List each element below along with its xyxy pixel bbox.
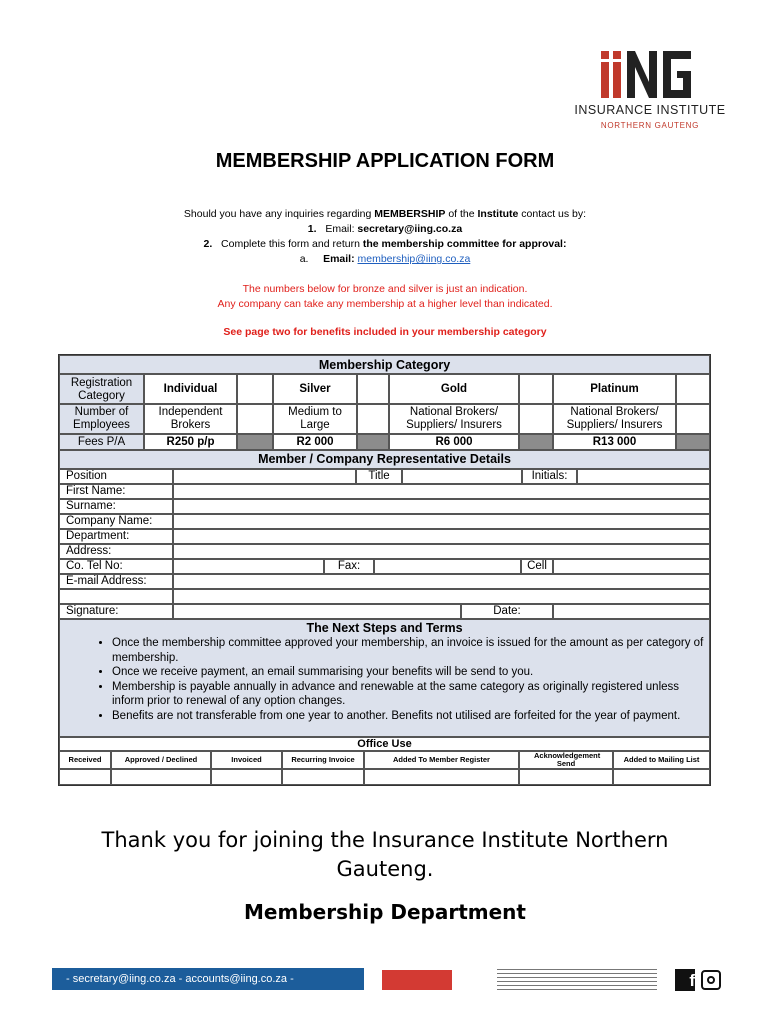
- office-input-recurring[interactable]: [282, 769, 364, 785]
- department-input[interactable]: [173, 529, 710, 544]
- label-surname: Surname:: [59, 499, 173, 514]
- intro-line-2: 1. Email: secretary@iing.co.za: [307, 223, 463, 235]
- terms-item: • Benefits are not transferable from one year to another. Benefits not utilised are forfeited for the year of payment.: [112, 709, 709, 724]
- logo-name: INSURANCE INSTITUTE: [574, 103, 726, 117]
- fee-silver: R2 000: [273, 434, 357, 450]
- office-col-received: Received: [59, 751, 111, 769]
- office-col-mailing: Added to Mailing List: [613, 751, 710, 769]
- office-input-approved[interactable]: [111, 769, 211, 785]
- label-department: Department:: [59, 529, 173, 544]
- employees-silver: Medium to Large: [273, 404, 357, 434]
- surname-input[interactable]: [173, 499, 710, 514]
- office-col-invoiced: Invoiced: [211, 751, 282, 769]
- cat-silver: Silver: [273, 374, 357, 404]
- blank-cell: [357, 404, 389, 434]
- institute-logo: [565, 48, 735, 138]
- terms-list: [60, 636, 709, 723]
- office-col-acknowledgement: Acknowledgement Send: [519, 751, 613, 769]
- thank-you-message: [0, 826, 770, 884]
- membership-form: [58, 354, 711, 786]
- intro-line-4: a. Email: membership@iing.co.za: [299, 253, 471, 265]
- terms-header: The Next Steps and Terms: [306, 621, 463, 635]
- cell-input[interactable]: [553, 559, 710, 574]
- initials-input[interactable]: [577, 469, 710, 484]
- category-header: Membership Category: [59, 355, 710, 374]
- checkbox-platinum[interactable]: [676, 374, 710, 404]
- label-date: Date:: [461, 604, 553, 619]
- cat-platinum: Platinum: [553, 374, 676, 404]
- intro-line-1: Should you have any inquiries regarding MEMBERSHIP of the Institute contact us by:: [183, 208, 587, 220]
- address-input[interactable]: [173, 544, 710, 559]
- company-input[interactable]: [173, 514, 710, 529]
- shaded-cell: [237, 434, 273, 450]
- label-fax: Fax:: [324, 559, 374, 574]
- note-line-2: Any company can take any membership at a higher level than indicated.: [217, 298, 553, 310]
- email-input[interactable]: [173, 574, 710, 589]
- indication-note: [0, 282, 770, 312]
- shaded-cell: [357, 434, 389, 450]
- shaded-cell: [519, 434, 553, 450]
- office-input-acknowledgement[interactable]: [519, 769, 613, 785]
- office-col-recurring: Recurring Invoice: [282, 751, 364, 769]
- row-label-registration: Registration Category: [59, 374, 144, 404]
- email-input-extra[interactable]: [173, 589, 710, 604]
- label-initials: Initials:: [522, 469, 577, 484]
- signature-input[interactable]: [173, 604, 461, 619]
- title-input[interactable]: [402, 469, 522, 484]
- employees-platinum: National Brokers/ Suppliers/ Insurers: [553, 404, 676, 434]
- tel-input[interactable]: [173, 559, 324, 574]
- fax-input[interactable]: [374, 559, 521, 574]
- label-signature: Signature:: [59, 604, 173, 619]
- office-col-approved: Approved / Declined: [111, 751, 211, 769]
- employees-gold: National Brokers/ Suppliers/ Insurers: [389, 404, 519, 434]
- office-input-register[interactable]: [364, 769, 519, 785]
- label-title: Title: [356, 469, 402, 484]
- cat-individual: Individual: [144, 374, 237, 404]
- row-label-employees: Number of Employees: [59, 404, 144, 434]
- checkbox-gold[interactable]: [519, 374, 553, 404]
- terms-item: • Membership is payable annually in advance and renewable at the same category as originally registered unless inform prior to renewal of any option changes.: [112, 680, 709, 709]
- note-line-1: The numbers below for bronze and silver is just an indication.: [242, 283, 528, 295]
- iing-logo-mark-icon: [601, 48, 693, 98]
- rep-details-header: Member / Company Representative Details: [59, 450, 710, 469]
- blank-cell: [519, 404, 553, 434]
- employees-individual: Independent Brokers: [144, 404, 237, 434]
- row-label-fees: Fees P/A: [59, 434, 144, 450]
- footer-contacts: - secretary@iing.co.za - accounts@iing.co.za -: [52, 968, 364, 990]
- fee-individual: R250 p/p: [144, 434, 237, 450]
- membership-email-link[interactable]: membership@iing.co.za: [357, 253, 471, 265]
- office-use-header: Office Use: [59, 737, 710, 751]
- intro-line-3: 2. Complete this form and return the membership committee for approval:: [203, 238, 567, 250]
- fee-gold: R6 000: [389, 434, 519, 450]
- label-position: Position: [59, 469, 173, 484]
- blank-cell: [237, 404, 273, 434]
- shaded-cell: [676, 434, 710, 450]
- terms-item: • Once we receive payment, an email summarising your benefits will be send to you.: [112, 665, 709, 680]
- benefits-note: See page two for benefits included in your membership category: [223, 326, 547, 338]
- date-input[interactable]: [553, 604, 710, 619]
- office-input-mailing[interactable]: [613, 769, 710, 785]
- office-input-invoiced[interactable]: [211, 769, 282, 785]
- logo-subtitle: NORTHERN GAUTENG: [600, 121, 700, 130]
- blank-cell: [676, 404, 710, 434]
- blank-cell: [59, 589, 173, 604]
- department-signoff: Membership Department: [244, 900, 526, 924]
- label-tel: Co. Tel No:: [59, 559, 173, 574]
- label-company: Company Name:: [59, 514, 173, 529]
- first-name-input[interactable]: [173, 484, 710, 499]
- label-address: Address:: [59, 544, 173, 559]
- page-title: MEMBERSHIP APPLICATION FORM: [215, 150, 555, 172]
- label-cell: Cell: [521, 559, 553, 574]
- cat-gold: Gold: [389, 374, 519, 404]
- office-input-received[interactable]: [59, 769, 111, 785]
- checkbox-individual[interactable]: [237, 374, 273, 404]
- facebook-icon[interactable]: f: [675, 969, 695, 991]
- footer-red-bar: [382, 970, 452, 990]
- office-col-register: Added To Member Register: [364, 751, 519, 769]
- fee-platinum: R13 000: [553, 434, 676, 450]
- thank-you-text: Thank you for joining the Insurance Institute Northern Gauteng.: [101, 828, 669, 881]
- label-email: E-mail Address:: [59, 574, 173, 589]
- intro-text: [0, 207, 770, 267]
- terms-section: [59, 619, 710, 737]
- checkbox-silver[interactable]: [357, 374, 389, 404]
- instagram-icon[interactable]: [701, 970, 721, 990]
- position-input[interactable]: [173, 469, 356, 484]
- footer-lines: [497, 969, 657, 991]
- label-first-name: First Name:: [59, 484, 173, 499]
- terms-item: • Once the membership committee approved your membership, an invoice is issued for the amount as per category of membership.: [112, 636, 709, 665]
